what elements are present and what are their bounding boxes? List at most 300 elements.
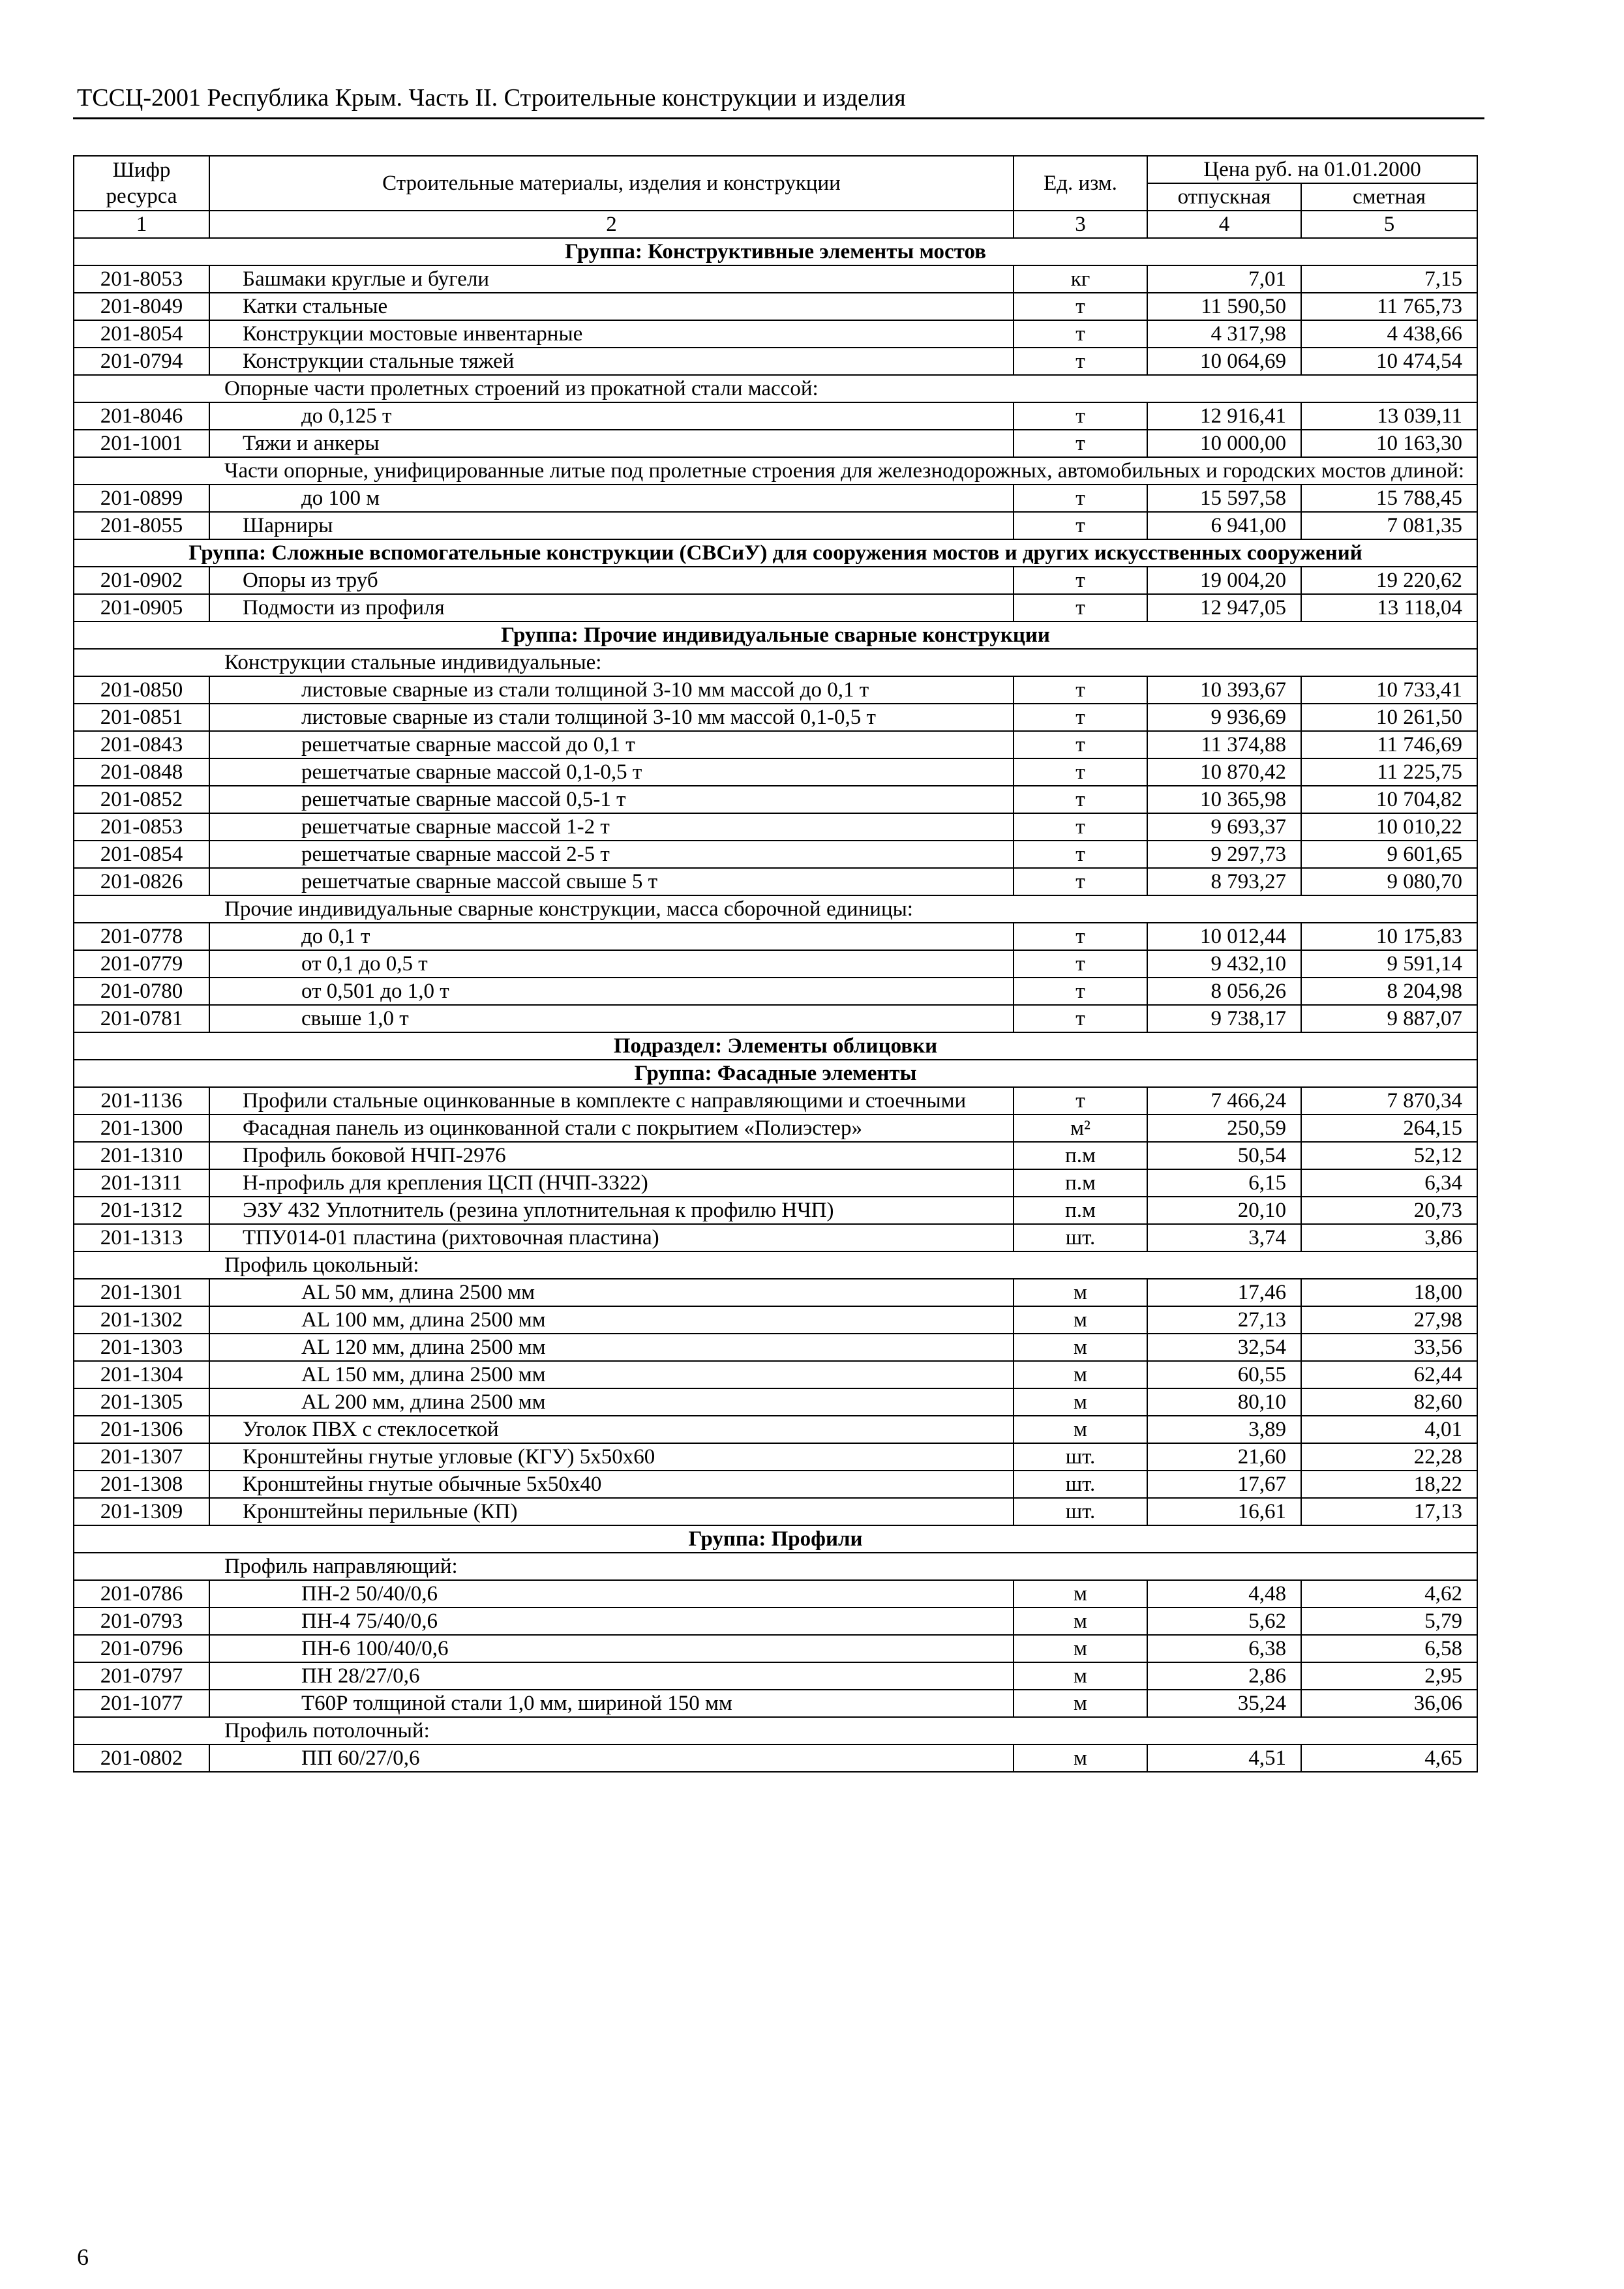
resource-name: AL 200 мм, длина 2500 мм <box>209 1388 1014 1416</box>
estimate-price: 7 081,35 <box>1301 512 1477 539</box>
resource-code: 201-0853 <box>74 813 209 841</box>
release-price: 7,01 <box>1147 265 1301 293</box>
unit: т <box>1014 978 1147 1005</box>
table-row <box>74 758 1477 786</box>
resource-code: 201-0793 <box>74 1608 209 1635</box>
unit: шт. <box>1014 1471 1147 1498</box>
estimate-price: 13 118,04 <box>1301 594 1477 621</box>
group-heading-row <box>74 1060 1477 1087</box>
unit: м <box>1014 1580 1147 1608</box>
subsection-heading: Подраздел: Элементы облицовки <box>74 1032 1477 1060</box>
table-row <box>74 1334 1477 1361</box>
resource-code: 201-1301 <box>74 1279 209 1306</box>
unit: кг <box>1014 265 1147 293</box>
estimate-price: 3,86 <box>1301 1224 1477 1251</box>
resource-name: решетчатые сварные массой 0,5-1 т <box>209 786 1014 813</box>
estimate-price: 10 474,54 <box>1301 348 1477 375</box>
release-price: 8 793,27 <box>1147 868 1301 895</box>
resource-code: 201-0781 <box>74 1005 209 1032</box>
resource-code: 201-1077 <box>74 1690 209 1717</box>
resource-name: AL 50 мм, длина 2500 мм <box>209 1279 1014 1306</box>
price-table <box>73 155 1478 1773</box>
unit: т <box>1014 786 1147 813</box>
estimate-price: 18,00 <box>1301 1279 1477 1306</box>
estimate-price: 9 591,14 <box>1301 950 1477 978</box>
table-row <box>74 1169 1477 1197</box>
unit: шт. <box>1014 1443 1147 1471</box>
release-price: 6,38 <box>1147 1635 1301 1662</box>
estimate-price: 10 704,82 <box>1301 786 1477 813</box>
resource-code: 201-0826 <box>74 868 209 895</box>
release-price: 9 432,10 <box>1147 950 1301 978</box>
column-number: 1 <box>74 211 209 238</box>
unit: п.м <box>1014 1142 1147 1169</box>
resource-name: Шарниры <box>209 512 1014 539</box>
resource-code: 201-1306 <box>74 1416 209 1443</box>
table-row <box>74 731 1477 758</box>
resource-code: 201-0780 <box>74 978 209 1005</box>
estimate-price: 17,13 <box>1301 1498 1477 1525</box>
resource-name: Кронштейны гнутые угловые (КГУ) 5х50х60 <box>209 1443 1014 1471</box>
unit: т <box>1014 1005 1147 1032</box>
unit: т <box>1014 676 1147 704</box>
subgroup-title: Опорные части пролетных строений из прокатной стали массой: <box>74 375 1477 402</box>
table-row <box>74 1471 1477 1498</box>
unit: м <box>1014 1744 1147 1772</box>
resource-name: Тяжи и анкеры <box>209 430 1014 457</box>
resource-name: ТПУ014-01 пластина (рихтовочная пластина) <box>209 1224 1014 1251</box>
estimate-price: 19 220,62 <box>1301 567 1477 594</box>
resource-name: от 0,501 до 1,0 т <box>209 978 1014 1005</box>
column-number: 4 <box>1147 211 1301 238</box>
resource-name: ПН-4 75/40/0,6 <box>209 1608 1014 1635</box>
header-price: Цена руб. на 01.01.2000 <box>1147 156 1477 183</box>
resource-code: 201-8046 <box>74 402 209 430</box>
resource-code: 201-0848 <box>74 758 209 786</box>
subgroup-title: Профиль направляющий: <box>74 1553 1477 1580</box>
subgroup-row <box>74 1717 1477 1744</box>
group-heading-row <box>74 238 1477 265</box>
unit: шт. <box>1014 1498 1147 1525</box>
estimate-price: 27,98 <box>1301 1306 1477 1334</box>
header-code: Шифр ресурса <box>74 156 209 211</box>
estimate-price: 7,15 <box>1301 265 1477 293</box>
resource-name: Конструкции мостовые инвентарные <box>209 320 1014 348</box>
release-price: 10 365,98 <box>1147 786 1301 813</box>
unit: м <box>1014 1608 1147 1635</box>
release-price: 10 064,69 <box>1147 348 1301 375</box>
resource-code: 201-0786 <box>74 1580 209 1608</box>
resource-code: 201-0905 <box>74 594 209 621</box>
release-price: 21,60 <box>1147 1443 1301 1471</box>
release-price: 3,74 <box>1147 1224 1301 1251</box>
table-row <box>74 1197 1477 1224</box>
release-price: 10 012,44 <box>1147 923 1301 950</box>
estimate-price: 11 746,69 <box>1301 731 1477 758</box>
resource-name: Уголок ПВХ с стеклосеткой <box>209 1416 1014 1443</box>
table-row <box>74 704 1477 731</box>
header-release-price: отпускная <box>1147 183 1301 211</box>
table-row <box>74 676 1477 704</box>
resource-name: до 100 м <box>209 485 1014 512</box>
estimate-price: 18,22 <box>1301 1471 1477 1498</box>
table-row <box>74 1115 1477 1142</box>
table-row <box>74 1443 1477 1471</box>
table-row <box>74 868 1477 895</box>
subsection-heading-row <box>74 1032 1477 1060</box>
resource-code: 201-0852 <box>74 786 209 813</box>
resource-name: до 0,1 т <box>209 923 1014 950</box>
subgroup-title: Профиль потолочный: <box>74 1717 1477 1744</box>
resource-name: Профиль боковой НЧП-2976 <box>209 1142 1014 1169</box>
resource-name: Т60Р толщиной стали 1,0 мм, шириной 150 мм <box>209 1690 1014 1717</box>
resource-code: 201-1309 <box>74 1498 209 1525</box>
estimate-price: 5,79 <box>1301 1608 1477 1635</box>
table-row <box>74 1005 1477 1032</box>
resource-code: 201-0797 <box>74 1662 209 1690</box>
resource-name: решетчатые сварные массой свыше 5 т <box>209 868 1014 895</box>
page-header-title: ТССЦ-2001 Республика Крым. Часть II. Строительные конструкции и изделия <box>77 84 906 112</box>
estimate-price: 13 039,11 <box>1301 402 1477 430</box>
release-price: 4,51 <box>1147 1744 1301 1772</box>
resource-name: от 0,1 до 0,5 т <box>209 950 1014 978</box>
resource-code: 201-1303 <box>74 1334 209 1361</box>
unit: т <box>1014 704 1147 731</box>
table-row <box>74 1635 1477 1662</box>
group-heading: Группа: Прочие индивидуальные сварные конструкции <box>74 621 1477 649</box>
estimate-price: 4 438,66 <box>1301 320 1477 348</box>
resource-code: 201-0778 <box>74 923 209 950</box>
estimate-price: 11 765,73 <box>1301 293 1477 320</box>
estimate-price: 82,60 <box>1301 1388 1477 1416</box>
table-row <box>74 1662 1477 1690</box>
release-price: 16,61 <box>1147 1498 1301 1525</box>
resource-name: Профили стальные оцинкованные в комплекте с направляющими и стоечными <box>209 1087 1014 1115</box>
release-price: 10 393,67 <box>1147 676 1301 704</box>
resource-name: Н-профиль для крепления ЦСП (НЧП-3322) <box>209 1169 1014 1197</box>
resource-name: ПН 28/27/0,6 <box>209 1662 1014 1690</box>
unit: п.м <box>1014 1197 1147 1224</box>
estimate-price: 4,65 <box>1301 1744 1477 1772</box>
estimate-price: 6,58 <box>1301 1635 1477 1662</box>
estimate-price: 33,56 <box>1301 1334 1477 1361</box>
group-heading: Группа: Профили <box>74 1525 1477 1553</box>
release-price: 9 738,17 <box>1147 1005 1301 1032</box>
resource-name: AL 120 мм, длина 2500 мм <box>209 1334 1014 1361</box>
resource-code: 201-0796 <box>74 1635 209 1662</box>
release-price: 60,55 <box>1147 1361 1301 1388</box>
resource-name: до 0,125 т <box>209 402 1014 430</box>
table-row <box>74 1279 1477 1306</box>
unit: т <box>1014 594 1147 621</box>
resource-code: 201-1302 <box>74 1306 209 1334</box>
group-heading: Группа: Сложные вспомогательные конструкции (СВСиУ) для сооружения мостов и других искусственных сооружений <box>74 539 1477 567</box>
table-row <box>74 1580 1477 1608</box>
resource-code: 201-0850 <box>74 676 209 704</box>
table-row <box>74 1388 1477 1416</box>
resource-code: 201-8055 <box>74 512 209 539</box>
estimate-price: 4,01 <box>1301 1416 1477 1443</box>
price-table-body <box>74 156 1477 1772</box>
unit: т <box>1014 731 1147 758</box>
release-price: 11 374,88 <box>1147 731 1301 758</box>
resource-code: 201-0779 <box>74 950 209 978</box>
release-price: 4 317,98 <box>1147 320 1301 348</box>
header-name: Строительные материалы, изделия и конструкции <box>209 156 1014 211</box>
release-price: 27,13 <box>1147 1306 1301 1334</box>
resource-name: Конструкции стальные тяжей <box>209 348 1014 375</box>
column-number: 2 <box>209 211 1014 238</box>
release-price: 9 693,37 <box>1147 813 1301 841</box>
release-price: 32,54 <box>1147 1334 1301 1361</box>
release-price: 10 870,42 <box>1147 758 1301 786</box>
resource-name: решетчатые сварные массой 1-2 т <box>209 813 1014 841</box>
table-row <box>74 265 1477 293</box>
unit: т <box>1014 841 1147 868</box>
estimate-price: 10 163,30 <box>1301 430 1477 457</box>
table-row <box>74 786 1477 813</box>
table-row <box>74 813 1477 841</box>
unit: м² <box>1014 1115 1147 1142</box>
header-rule <box>73 117 1484 119</box>
group-heading: Группа: Конструктивные элементы мостов <box>74 238 1477 265</box>
resource-code: 201-8049 <box>74 293 209 320</box>
resource-name: Опоры из труб <box>209 567 1014 594</box>
table-row <box>74 950 1477 978</box>
table-row <box>74 293 1477 320</box>
release-price: 17,46 <box>1147 1279 1301 1306</box>
release-price: 17,67 <box>1147 1471 1301 1498</box>
table-row <box>74 1498 1477 1525</box>
unit: м <box>1014 1690 1147 1717</box>
release-price: 9 936,69 <box>1147 704 1301 731</box>
resource-name: ЭЗУ 432 Уплотнитель (резина уплотнительная к профилю НЧП) <box>209 1197 1014 1224</box>
resource-name: ПН-2 50/40/0,6 <box>209 1580 1014 1608</box>
unit: м <box>1014 1635 1147 1662</box>
table-row <box>74 1690 1477 1717</box>
estimate-price: 4,62 <box>1301 1580 1477 1608</box>
unit: т <box>1014 950 1147 978</box>
estimate-price: 10 175,83 <box>1301 923 1477 950</box>
unit: т <box>1014 512 1147 539</box>
resource-name: листовые сварные из стали толщиной 3-10 мм массой до 0,1 т <box>209 676 1014 704</box>
unit: т <box>1014 402 1147 430</box>
resource-code: 201-1310 <box>74 1142 209 1169</box>
table-row <box>74 1608 1477 1635</box>
unit: т <box>1014 320 1147 348</box>
unit: м <box>1014 1306 1147 1334</box>
estimate-price: 22,28 <box>1301 1443 1477 1471</box>
resource-name: решетчатые сварные массой 2-5 т <box>209 841 1014 868</box>
resource-code: 201-0843 <box>74 731 209 758</box>
unit: т <box>1014 293 1147 320</box>
table-row <box>74 978 1477 1005</box>
release-price: 9 297,73 <box>1147 841 1301 868</box>
table-row <box>74 1142 1477 1169</box>
release-price: 20,10 <box>1147 1197 1301 1224</box>
unit: п.м <box>1014 1169 1147 1197</box>
table-row <box>74 923 1477 950</box>
resource-name: Башмаки круглые и бугели <box>209 265 1014 293</box>
unit: т <box>1014 1087 1147 1115</box>
resource-code: 201-8054 <box>74 320 209 348</box>
table-row <box>74 1087 1477 1115</box>
unit: т <box>1014 868 1147 895</box>
estimate-price: 20,73 <box>1301 1197 1477 1224</box>
release-price: 12 947,05 <box>1147 594 1301 621</box>
resource-name: Кронштейны гнутые обычные 5х50х40 <box>209 1471 1014 1498</box>
subgroup-title: Прочие индивидуальные сварные конструкции, масса сборочной единицы: <box>74 895 1477 923</box>
resource-code: 201-1311 <box>74 1169 209 1197</box>
estimate-price: 10 010,22 <box>1301 813 1477 841</box>
resource-code: 201-1307 <box>74 1443 209 1471</box>
resource-code: 201-0854 <box>74 841 209 868</box>
page-number: 6 <box>77 2244 89 2270</box>
estimate-price: 15 788,45 <box>1301 485 1477 512</box>
table-row <box>74 512 1477 539</box>
estimate-price: 10 733,41 <box>1301 676 1477 704</box>
estimate-price: 9 601,65 <box>1301 841 1477 868</box>
subgroup-row <box>74 457 1477 485</box>
estimate-price: 8 204,98 <box>1301 978 1477 1005</box>
table-row <box>74 402 1477 430</box>
group-heading-row <box>74 1525 1477 1553</box>
table-row <box>74 485 1477 512</box>
estimate-price: 9 080,70 <box>1301 868 1477 895</box>
release-price: 11 590,50 <box>1147 293 1301 320</box>
subgroup-row <box>74 375 1477 402</box>
unit: т <box>1014 758 1147 786</box>
unit: м <box>1014 1279 1147 1306</box>
table-row <box>74 1416 1477 1443</box>
resource-code: 201-1313 <box>74 1224 209 1251</box>
resource-name: решетчатые сварные массой до 0,1 т <box>209 731 1014 758</box>
release-price: 80,10 <box>1147 1388 1301 1416</box>
column-number: 5 <box>1301 211 1477 238</box>
table-row <box>74 1224 1477 1251</box>
resource-code: 201-0851 <box>74 704 209 731</box>
unit: т <box>1014 813 1147 841</box>
table-header-row <box>74 156 1477 183</box>
estimate-price: 6,34 <box>1301 1169 1477 1197</box>
release-price: 6,15 <box>1147 1169 1301 1197</box>
subgroup-row <box>74 895 1477 923</box>
resource-name: Подмости из профиля <box>209 594 1014 621</box>
unit: м <box>1014 1662 1147 1690</box>
unit: шт. <box>1014 1224 1147 1251</box>
table-row <box>74 1744 1477 1772</box>
resource-code: 201-0802 <box>74 1744 209 1772</box>
estimate-price: 2,95 <box>1301 1662 1477 1690</box>
resource-name: свыше 1,0 т <box>209 1005 1014 1032</box>
estimate-price: 10 261,50 <box>1301 704 1477 731</box>
resource-code: 201-1001 <box>74 430 209 457</box>
resource-name: решетчатые сварные массой 0,1-0,5 т <box>209 758 1014 786</box>
table-row <box>74 1361 1477 1388</box>
unit: м <box>1014 1388 1147 1416</box>
table-row <box>74 348 1477 375</box>
resource-name: Фасадная панель из оцинкованной стали с покрытием «Полиэстер» <box>209 1115 1014 1142</box>
subgroup-row <box>74 649 1477 676</box>
resource-name: AL 100 мм, длина 2500 мм <box>209 1306 1014 1334</box>
resource-code: 201-1136 <box>74 1087 209 1115</box>
subgroup-row <box>74 1251 1477 1279</box>
release-price: 19 004,20 <box>1147 567 1301 594</box>
unit: м <box>1014 1334 1147 1361</box>
release-price: 35,24 <box>1147 1690 1301 1717</box>
resource-name: Кронштейны перильные (КП) <box>209 1498 1014 1525</box>
release-price: 12 916,41 <box>1147 402 1301 430</box>
group-heading-row <box>74 621 1477 649</box>
group-heading-row <box>74 539 1477 567</box>
resource-code: 201-8053 <box>74 265 209 293</box>
subgroup-title: Конструкции стальные индивидуальные: <box>74 649 1477 676</box>
resource-code: 201-1300 <box>74 1115 209 1142</box>
estimate-price: 7 870,34 <box>1301 1087 1477 1115</box>
release-price: 5,62 <box>1147 1608 1301 1635</box>
resource-code: 201-1312 <box>74 1197 209 1224</box>
release-price: 50,54 <box>1147 1142 1301 1169</box>
column-number: 3 <box>1014 211 1147 238</box>
release-price: 250,59 <box>1147 1115 1301 1142</box>
unit: м <box>1014 1361 1147 1388</box>
column-number-row <box>74 211 1477 238</box>
release-price: 10 000,00 <box>1147 430 1301 457</box>
resource-code: 201-1304 <box>74 1361 209 1388</box>
subgroup-row <box>74 1553 1477 1580</box>
release-price: 4,48 <box>1147 1580 1301 1608</box>
resource-name: листовые сварные из стали толщиной 3-10 мм массой 0,1-0,5 т <box>209 704 1014 731</box>
resource-code: 201-1308 <box>74 1471 209 1498</box>
estimate-price: 36,06 <box>1301 1690 1477 1717</box>
table-row <box>74 1306 1477 1334</box>
unit: т <box>1014 567 1147 594</box>
estimate-price: 9 887,07 <box>1301 1005 1477 1032</box>
subgroup-title: Профиль цокольный: <box>74 1251 1477 1279</box>
unit: т <box>1014 348 1147 375</box>
unit: т <box>1014 485 1147 512</box>
resource-name: ПП 60/27/0,6 <box>209 1744 1014 1772</box>
resource-code: 201-0899 <box>74 485 209 512</box>
resource-name: Катки стальные <box>209 293 1014 320</box>
resource-code: 201-0794 <box>74 348 209 375</box>
subgroup-title: Части опорные, унифицированные литые под пролетные строения для железнодорожных, автомобильных и городских мостов длиной: <box>74 457 1477 485</box>
group-heading: Группа: Фасадные элементы <box>74 1060 1477 1087</box>
unit: м <box>1014 1416 1147 1443</box>
estimate-price: 62,44 <box>1301 1361 1477 1388</box>
unit: т <box>1014 430 1147 457</box>
estimate-price: 52,12 <box>1301 1142 1477 1169</box>
release-price: 7 466,24 <box>1147 1087 1301 1115</box>
release-price: 15 597,58 <box>1147 485 1301 512</box>
release-price: 8 056,26 <box>1147 978 1301 1005</box>
release-price: 6 941,00 <box>1147 512 1301 539</box>
header-estimate-price: сметная <box>1301 183 1477 211</box>
table-row <box>74 841 1477 868</box>
resource-name: AL 150 мм, длина 2500 мм <box>209 1361 1014 1388</box>
table-row <box>74 430 1477 457</box>
table-row <box>74 320 1477 348</box>
table-row <box>74 594 1477 621</box>
estimate-price: 264,15 <box>1301 1115 1477 1142</box>
resource-code: 201-1305 <box>74 1388 209 1416</box>
table-row <box>74 567 1477 594</box>
unit: т <box>1014 923 1147 950</box>
release-price: 2,86 <box>1147 1662 1301 1690</box>
release-price: 3,89 <box>1147 1416 1301 1443</box>
resource-code: 201-0902 <box>74 567 209 594</box>
resource-name: ПН-6 100/40/0,6 <box>209 1635 1014 1662</box>
